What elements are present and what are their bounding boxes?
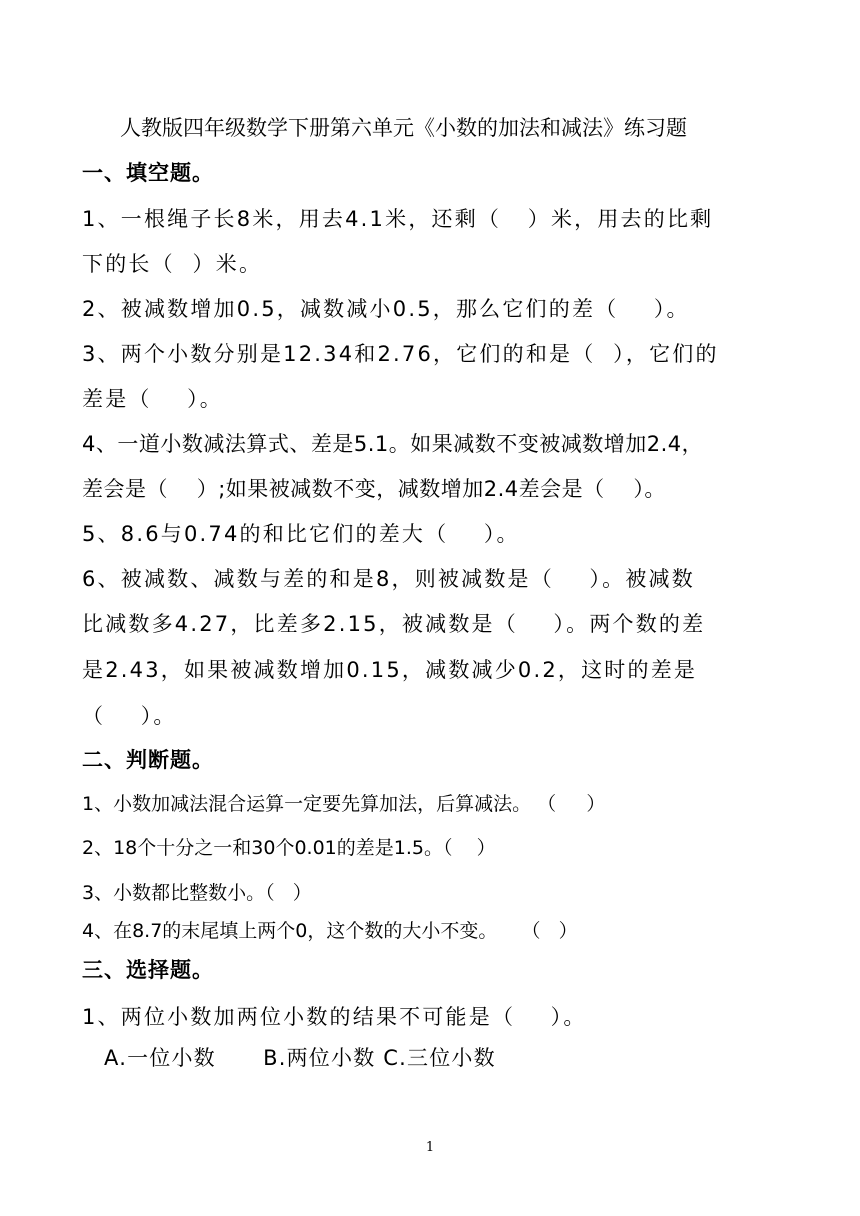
question-line: 差是（ ）。 bbox=[82, 387, 224, 411]
question-line: 是2.43，如果被减数增加0.15，减数减少0.2，这时的差是 bbox=[82, 658, 698, 682]
section-heading-choice: 三、选择题。 bbox=[82, 958, 214, 982]
section-heading-fill-blank: 一、填空题。 bbox=[82, 161, 214, 185]
question-line: 6、被减数、减数与差的和是8，则被减数是（ ）。被减数 bbox=[82, 567, 695, 591]
question-line: 3、两个小数分别是12.34和2.76，它们的和是（ ），它们的 bbox=[82, 342, 719, 366]
question-line: 2、被减数增加0.5，减数减小0.5，那么它们的差（ ）。 bbox=[82, 297, 690, 321]
question-line: 3、小数都比整数小。（ ） bbox=[82, 882, 312, 904]
question-line: 4、在8.7的末尾填上两个0，这个数的大小不变。 （ ） bbox=[82, 920, 578, 942]
section-heading-judgment: 二、判断题。 bbox=[82, 748, 214, 772]
question-line: （ ）。 bbox=[82, 704, 177, 728]
question-line: 差会是（ ）;如果被减数不变，减数增加2.4差会是（ ）。 bbox=[82, 477, 666, 501]
question-line: 1、小数加减法混合运算一定要先算加法，后算减法。 （ ） bbox=[82, 793, 606, 815]
question-line: 1、两位小数加两位小数的结果不可能是（ ）。 bbox=[82, 1005, 587, 1029]
question-line: 2、18个十分之一和30个0.01的差是1.5。（ ） bbox=[82, 837, 496, 859]
page-number: 1 bbox=[425, 1140, 435, 1155]
question-line: 5、8.6与0.74的和比它们的差大（ ）。 bbox=[82, 522, 520, 546]
answer-options: A.一位小数 B.两位小数 C.三位小数 bbox=[104, 1046, 496, 1070]
document-title: 人教版四年级数学下册第六单元《小数的加法和减法》练习题 bbox=[120, 116, 687, 140]
question-line: 4、一道小数减法算式、差是5.1。如果减数不变被减数增加2.4， bbox=[82, 432, 704, 456]
question-line: 下的长（ ）米。 bbox=[82, 252, 263, 276]
question-line: 比减数多4.27，比差多2.15，被减数是（ ）。两个数的差 bbox=[82, 612, 706, 636]
question-line: 1、一根绳子长8米，用去4.1米，还剩（ ）米，用去的比剩 bbox=[82, 207, 714, 231]
